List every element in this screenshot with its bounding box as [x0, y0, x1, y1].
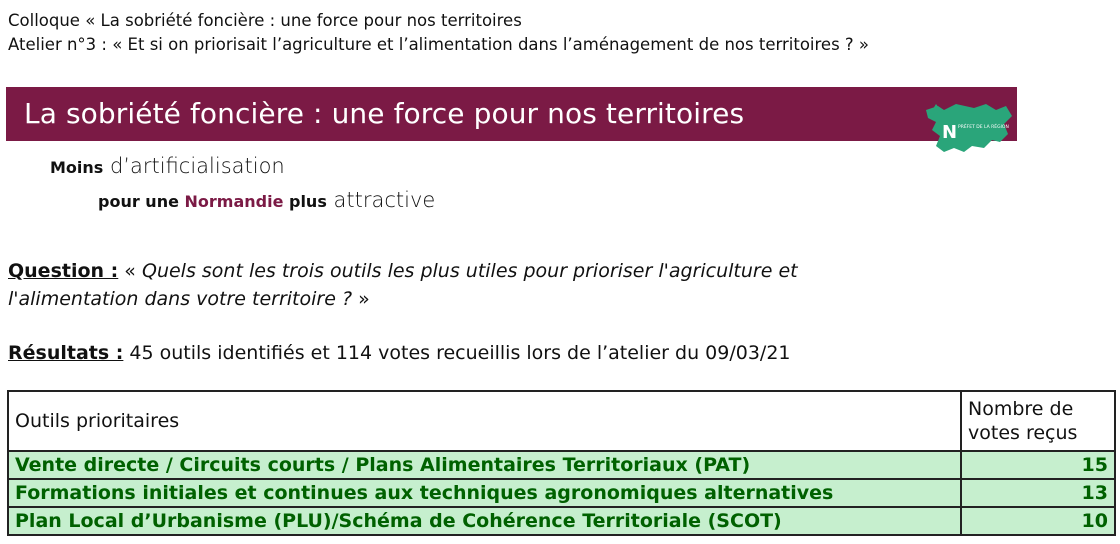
question-line2: l'alimentation dans votre territoire ? »: [8, 288, 370, 310]
svg-text:N: N: [942, 122, 958, 143]
votes-cell: 15: [961, 451, 1115, 479]
subtitle-artificialisation: d’artificialisation: [103, 154, 285, 178]
svg-text:PRÉFET DE LA RÉGION: PRÉFET DE LA RÉGION: [958, 125, 1009, 130]
tool-cell: Vente directe / Circuits courts / Plans Alimentaires Territoriaux (PAT): [8, 451, 961, 479]
results-text: 45 outils identifiés et 114 votes recueillis lors de l’atelier du 09/03/21: [123, 342, 791, 364]
votes-cell: 13: [961, 479, 1115, 507]
question-text: Quels sont les trois outils les plus utiles pour prioriser l'agriculture et: [141, 260, 798, 282]
normandie-map-logo-icon: [916, 98, 1014, 158]
table-row: [8, 451, 1115, 479]
table-header-row: [8, 391, 1115, 451]
table-row: [8, 479, 1115, 507]
atelier-title: Atelier n°3 : « Et si on priorisait l’agriculture et l’alimentation dans l’aménagement de nos territoires ? »: [8, 35, 870, 54]
colloque-title: Colloque « La sobriété foncière : une force pour nos territoires: [8, 11, 522, 30]
tools-table: [7, 390, 1116, 536]
subtitle-moins: Moins: [50, 158, 104, 177]
results-line: [8, 340, 791, 367]
subtitle-line1: [50, 153, 285, 181]
subtitle-normandie: Normandie: [184, 192, 284, 211]
question-label: Question :: [8, 260, 119, 282]
banner-title: La sobriété foncière : une force pour nos territoires: [24, 97, 745, 130]
question-line1: Question : « Quels sont les trois outils les plus utiles pour prioriser l'agriculture et: [8, 260, 798, 282]
subtitle-pour-une: pour une: [98, 192, 185, 211]
subtitle-line2: [98, 187, 435, 215]
table-row: [8, 507, 1115, 535]
results-label: Résultats :: [8, 342, 124, 364]
tool-cell: Formations initiales et continues aux techniques agronomiques alternatives: [8, 479, 961, 507]
subtitle-attractive: attractive: [326, 188, 436, 212]
subtitle-plus: plus: [283, 192, 327, 211]
tool-cell: Plan Local d’Urbanisme (PLU)/Schéma de Cohérence Territoriale (SCOT): [8, 507, 961, 535]
votes-cell: 10: [961, 507, 1115, 535]
banner: [6, 87, 1017, 141]
col-header-votes: Nombre de votes reçus: [961, 391, 1115, 451]
col-header-tool: Outils prioritaires: [8, 391, 961, 451]
